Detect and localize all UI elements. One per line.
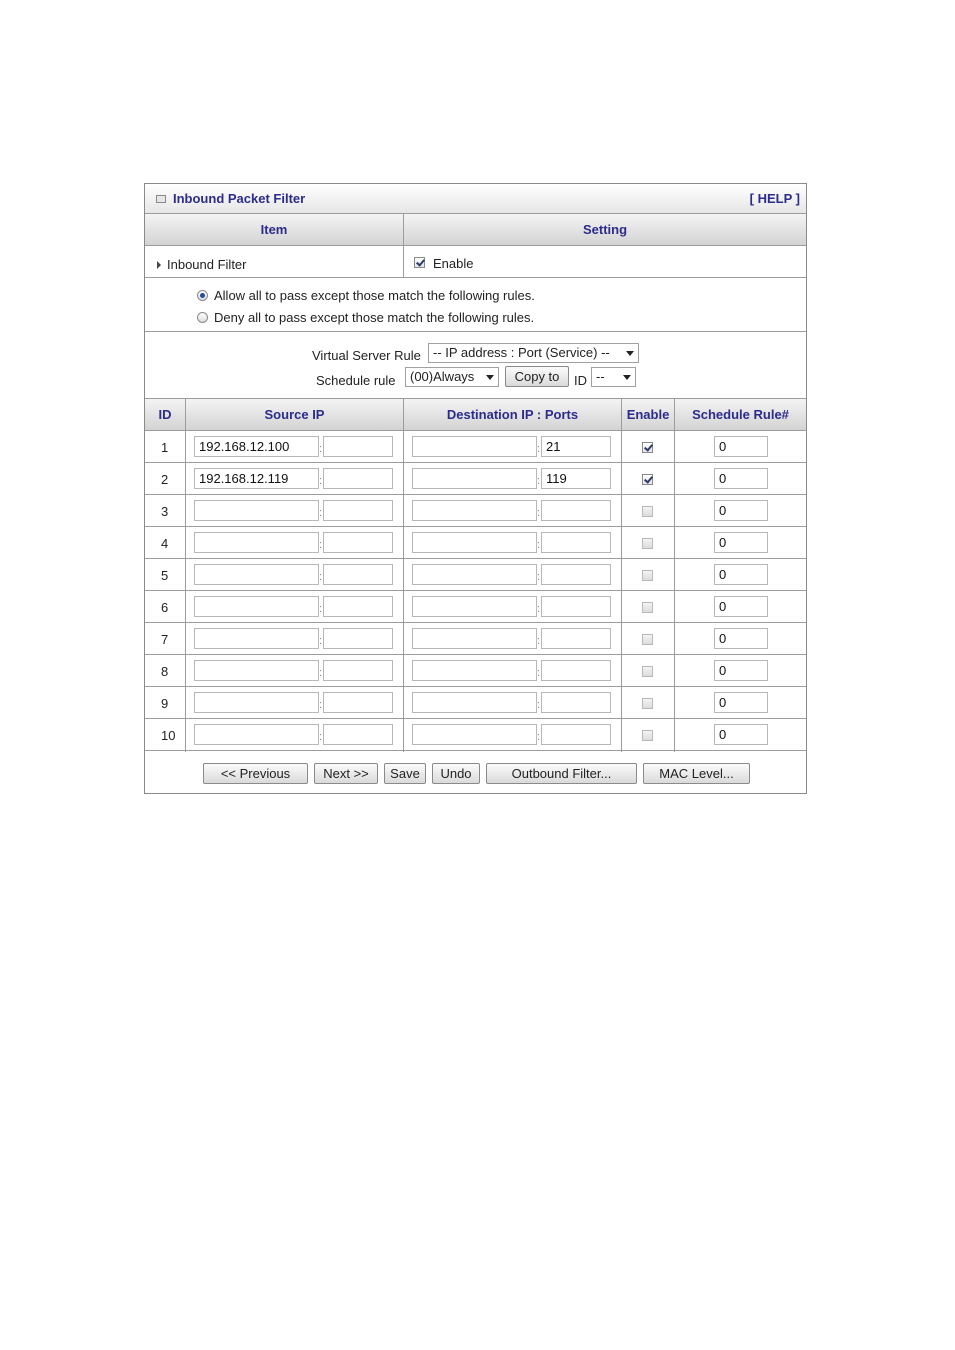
colon-separator: : bbox=[537, 603, 541, 615]
col-header-destination: Destination IP : Ports bbox=[404, 399, 621, 430]
col-header-id: ID bbox=[145, 399, 185, 430]
source-port-input[interactable] bbox=[323, 692, 393, 713]
colon-separator: : bbox=[537, 731, 541, 743]
col-header-source-ip: Source IP bbox=[186, 399, 403, 430]
chevron-down-icon bbox=[626, 351, 634, 356]
expand-arrow-icon bbox=[157, 261, 161, 269]
destination-ip-input[interactable] bbox=[412, 724, 537, 745]
colon-separator: : bbox=[537, 539, 541, 551]
colon-separator: : bbox=[537, 635, 541, 647]
destination-ip-input[interactable] bbox=[412, 532, 537, 553]
allow-label: Allow all to pass except those match the following rules. bbox=[214, 288, 535, 303]
destination-ip-input[interactable] bbox=[412, 468, 537, 489]
destination-ip-input[interactable] bbox=[412, 628, 537, 649]
header-setting: Setting bbox=[404, 214, 806, 245]
colon-separator: : bbox=[319, 603, 323, 615]
row-id: 7 bbox=[161, 632, 169, 647]
schedule-rule-input[interactable] bbox=[714, 724, 768, 745]
destination-port-input[interactable] bbox=[541, 596, 611, 617]
colon-separator: : bbox=[319, 635, 323, 647]
help-link[interactable]: [ HELP ] bbox=[749, 191, 800, 206]
colon-separator: : bbox=[537, 507, 541, 519]
virtual-server-label: Virtual Server Rule bbox=[312, 348, 421, 363]
deny-label: Deny all to pass except those match the following rules. bbox=[214, 310, 535, 325]
destination-port-input[interactable] bbox=[541, 692, 611, 713]
source-ip-input[interactable] bbox=[194, 564, 319, 585]
destination-ip-input[interactable] bbox=[412, 436, 537, 457]
copy-id-select[interactable] bbox=[591, 367, 636, 387]
source-ip-input[interactable] bbox=[194, 628, 319, 649]
rule-enable-checkbox[interactable] bbox=[642, 602, 653, 613]
source-ip-input[interactable] bbox=[194, 724, 319, 745]
source-ip-input[interactable] bbox=[194, 436, 319, 457]
schedule-rule-input[interactable] bbox=[714, 660, 768, 681]
colon-separator: : bbox=[537, 699, 541, 711]
rule-enable-checkbox[interactable] bbox=[642, 730, 653, 741]
virtual-server-value: -- IP address : Port (Service) -- bbox=[433, 345, 610, 360]
source-port-input[interactable] bbox=[323, 564, 393, 585]
save-button[interactable]: Save bbox=[384, 763, 426, 784]
destination-port-input[interactable] bbox=[541, 564, 611, 585]
source-port-input[interactable] bbox=[323, 436, 393, 457]
destination-port-input[interactable] bbox=[541, 628, 611, 649]
destination-port-input[interactable] bbox=[541, 500, 611, 521]
schedule-rule-input[interactable] bbox=[714, 436, 768, 457]
colon-separator: : bbox=[537, 667, 541, 679]
source-ip-input[interactable] bbox=[194, 468, 319, 489]
destination-ip-input[interactable] bbox=[412, 500, 537, 521]
destination-port-input[interactable] bbox=[541, 660, 611, 681]
destination-ip-input[interactable] bbox=[412, 692, 537, 713]
collapse-icon[interactable] bbox=[156, 195, 166, 203]
id-label: ID bbox=[574, 373, 587, 388]
destination-port-input[interactable] bbox=[541, 532, 611, 553]
outbound-filter-button[interactable]: Outbound Filter... bbox=[486, 763, 637, 784]
colon-separator: : bbox=[537, 475, 541, 487]
source-ip-input[interactable] bbox=[194, 532, 319, 553]
chevron-down-icon bbox=[486, 375, 494, 380]
source-ip-input[interactable] bbox=[194, 692, 319, 713]
rule-enable-checkbox[interactable] bbox=[642, 442, 653, 453]
rule-enable-checkbox[interactable] bbox=[642, 474, 653, 485]
destination-ip-input[interactable] bbox=[412, 596, 537, 617]
source-ip-input[interactable] bbox=[194, 660, 319, 681]
row-id: 9 bbox=[161, 696, 169, 711]
schedule-rule-input[interactable] bbox=[714, 596, 768, 617]
colon-separator: : bbox=[537, 443, 541, 455]
next-button[interactable]: Next >> bbox=[314, 763, 378, 784]
row-id: 4 bbox=[161, 536, 169, 551]
chevron-down-icon bbox=[623, 375, 631, 380]
undo-button[interactable]: Undo bbox=[432, 763, 480, 784]
schedule-rule-input[interactable] bbox=[714, 564, 768, 585]
colon-separator: : bbox=[319, 571, 323, 583]
panel-title: Inbound Packet Filter bbox=[173, 191, 306, 206]
schedule-rule-input[interactable] bbox=[714, 532, 768, 553]
colon-separator: : bbox=[319, 699, 323, 711]
destination-port-input[interactable] bbox=[541, 468, 611, 489]
source-port-input[interactable] bbox=[323, 468, 393, 489]
rule-enable-checkbox[interactable] bbox=[642, 570, 653, 581]
destination-port-input[interactable] bbox=[541, 436, 611, 457]
copy-id-value: -- bbox=[596, 369, 605, 384]
header-item: Item bbox=[145, 214, 403, 245]
row-id: 1 bbox=[161, 440, 169, 455]
schedule-rule-input[interactable] bbox=[714, 468, 768, 489]
colon-separator: : bbox=[319, 443, 323, 455]
source-port-input[interactable] bbox=[323, 660, 393, 681]
source-port-input[interactable] bbox=[323, 596, 393, 617]
rule-enable-checkbox[interactable] bbox=[642, 666, 653, 677]
mac-level-button[interactable]: MAC Level... bbox=[643, 763, 750, 784]
rule-enable-checkbox[interactable] bbox=[642, 538, 653, 549]
destination-ip-input[interactable] bbox=[412, 660, 537, 681]
row-id: 3 bbox=[161, 504, 169, 519]
colon-separator: : bbox=[319, 539, 323, 551]
inbound-enable-checkbox[interactable] bbox=[414, 257, 425, 268]
source-port-input[interactable] bbox=[323, 532, 393, 553]
colon-separator: : bbox=[319, 507, 323, 519]
row-id: 6 bbox=[161, 600, 169, 615]
schedule-rule-label: Schedule rule bbox=[316, 373, 396, 388]
destination-ip-input[interactable] bbox=[412, 564, 537, 585]
rule-enable-checkbox[interactable] bbox=[642, 634, 653, 645]
schedule-rule-input[interactable] bbox=[714, 628, 768, 649]
colon-separator: : bbox=[319, 475, 323, 487]
source-port-input[interactable] bbox=[323, 628, 393, 649]
panel-title-bar bbox=[145, 184, 806, 214]
previous-button[interactable]: << Previous bbox=[203, 763, 308, 784]
copy-to-button[interactable]: Copy to bbox=[505, 366, 569, 387]
source-ip-input[interactable] bbox=[194, 500, 319, 521]
colon-separator: : bbox=[537, 571, 541, 583]
schedule-rule-input[interactable] bbox=[714, 692, 768, 713]
inbound-packet-filter-panel bbox=[144, 183, 807, 794]
virtual-server-select[interactable] bbox=[428, 343, 639, 363]
rule-enable-checkbox[interactable] bbox=[642, 506, 653, 517]
col-header-enable: Enable bbox=[622, 399, 674, 430]
col-header-schedule: Schedule Rule# bbox=[675, 399, 806, 430]
colon-separator: : bbox=[319, 667, 323, 679]
row-id: 2 bbox=[161, 472, 169, 487]
source-port-input[interactable] bbox=[323, 724, 393, 745]
row-id: 10 bbox=[161, 728, 176, 743]
source-ip-input[interactable] bbox=[194, 596, 319, 617]
deny-radio[interactable] bbox=[197, 312, 208, 323]
row-id: 5 bbox=[161, 568, 169, 583]
source-port-input[interactable] bbox=[323, 500, 393, 521]
inbound-filter-label: Inbound Filter bbox=[167, 257, 247, 272]
allow-radio[interactable] bbox=[197, 290, 208, 301]
rule-enable-checkbox[interactable] bbox=[642, 698, 653, 709]
row-id: 8 bbox=[161, 664, 169, 679]
inbound-enable-label: Enable bbox=[433, 256, 474, 271]
schedule-rule-value: (00)Always bbox=[410, 369, 475, 384]
destination-port-input[interactable] bbox=[541, 724, 611, 745]
schedule-rule-select[interactable] bbox=[405, 367, 499, 387]
colon-separator: : bbox=[319, 731, 323, 743]
schedule-rule-input[interactable] bbox=[714, 500, 768, 521]
